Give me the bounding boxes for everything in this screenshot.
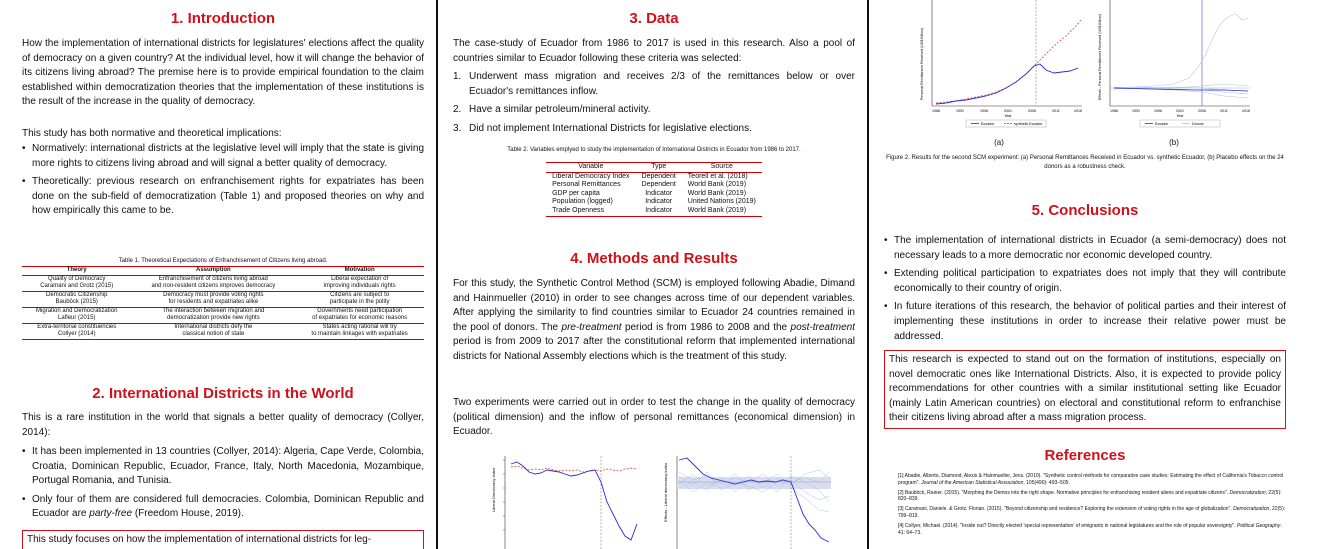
focus-box bbox=[22, 530, 424, 549]
x-tick: 1991 bbox=[956, 109, 964, 113]
cell-line: Caramani and Grotz (2015) bbox=[40, 283, 114, 289]
intro-heading: 1. Introduction bbox=[170, 10, 276, 27]
table-row bbox=[22, 291, 424, 307]
expected-box bbox=[884, 350, 1286, 429]
ref-journal: Democratization bbox=[1233, 506, 1270, 513]
item-number: 1. bbox=[453, 71, 462, 82]
ref-text: , 105(490): 493–505. bbox=[1023, 479, 1070, 486]
figure1-right bbox=[663, 452, 831, 549]
table2-caption: Table 2. Variables emplyed to study the implementation of International Districts in Ecuador from 1986 to 2017. bbox=[507, 147, 801, 153]
table-cell: Population (logged) bbox=[552, 198, 613, 206]
table-row bbox=[22, 323, 424, 339]
x-tick: 2006 bbox=[1198, 109, 1206, 113]
table-cell: World Bank (2019) bbox=[687, 181, 747, 189]
cell-line: The interaction between migration and bbox=[162, 307, 265, 314]
item-number: 3. bbox=[453, 122, 462, 134]
ref-journal: Political Geography bbox=[1236, 523, 1281, 530]
list-item bbox=[453, 122, 855, 137]
cell-line: to maintain linkages with expatriates bbox=[311, 331, 408, 337]
table2 bbox=[546, 162, 762, 217]
methods-text: For this study, the Synthetic Control Method (SCM) is employed following Abadie, Dimand and Hainmueller (2010) in order to see changes across time of our dependent variables. After applying the similarity to find countries similar to Ecuador 24 countries remained in the pool of donors. The bbox=[453, 278, 855, 333]
fig1-right-ylabel: Effects - Liberal democracy index bbox=[663, 462, 668, 522]
cell-line: Bauböck (2015) bbox=[55, 299, 98, 305]
x-tick: 1986 bbox=[932, 109, 940, 113]
table-cell: Trade Openness bbox=[552, 206, 604, 214]
ref-text: [3] Caramani, Daniele. & Grotz, Florian. (2015). "Beyond citizenship and residence? Exploring the extension of voting rights in the age of globalization". bbox=[898, 506, 1234, 513]
table-cell: United Nations (2019) bbox=[687, 198, 756, 206]
table-header: Variable bbox=[546, 163, 635, 173]
x-tick: 2016 bbox=[1074, 109, 1082, 113]
methods-heading: 4. Methods and Results bbox=[570, 250, 738, 267]
cell-line: and non-resident citizens improves democracy bbox=[151, 283, 276, 289]
cell-line: classical notion of state bbox=[182, 331, 245, 337]
subfig-b-label: (b) bbox=[1169, 138, 1179, 147]
cell-line: Citizens are subject to bbox=[330, 291, 390, 298]
cell-line: Governments need participation bbox=[317, 307, 403, 314]
methods-text: period is from 1986 to 2008 and the bbox=[621, 321, 791, 333]
x-tick: 2001 bbox=[1176, 109, 1184, 113]
cell-line: Extra-territorial constituencies bbox=[37, 323, 117, 330]
table-header: Theory bbox=[22, 267, 131, 276]
table-cell: Teorell et al. (2018) bbox=[687, 172, 748, 180]
x-tick: 2016 bbox=[1242, 109, 1250, 113]
cell-line: for residents and expatriates alike bbox=[168, 299, 259, 305]
cell-line: Democratic Citizenship bbox=[46, 291, 108, 298]
item-text: Did not implement International Districts for legislative elections. bbox=[469, 122, 752, 134]
item-number: 2. bbox=[453, 104, 462, 116]
reference-item bbox=[898, 506, 1286, 519]
column-divider bbox=[867, 0, 869, 549]
methods-emphasis: pre-treatment bbox=[561, 321, 622, 333]
x-tick: 1986 bbox=[1110, 109, 1118, 113]
table-row bbox=[22, 307, 424, 323]
list-item: • Normatively: international districts at the legislative level will imply that the state is giving more rights to citizens living abroad and will signal a better quality of democracy. bbox=[22, 142, 424, 171]
x-tick: 2001 bbox=[1004, 109, 1012, 113]
fig2-left-ylabel: Personal Remittances Received (US$ Billion) bbox=[920, 27, 924, 100]
fig2-right-ylabel: Effects - Personal Remittances Received (US$ Billion) bbox=[1098, 13, 1102, 100]
cell-line: Enfranchisement of citizens living abroad bbox=[158, 275, 268, 282]
table2-wrap bbox=[453, 162, 855, 217]
intro-bullets bbox=[22, 142, 424, 219]
cell-line: Quality of Democracy bbox=[48, 275, 106, 282]
table-header: Type bbox=[636, 163, 682, 173]
subfig-a-label: (a) bbox=[994, 138, 1004, 147]
table-header: Motivation bbox=[295, 267, 424, 276]
table-header: Source bbox=[682, 163, 762, 173]
cell-line: Migration and Democratization bbox=[36, 307, 118, 314]
ref-text: , 22(5): 820–839. bbox=[898, 489, 1282, 503]
experiments-paragraph: Two experiments were carried out in order to test the change in the quality of democracy (political dimension) and the inflow of personal remittances (economical dimension) in Ecuador. bbox=[453, 397, 855, 438]
cell-line: Collyer (2014) bbox=[57, 331, 96, 337]
references-list bbox=[898, 473, 1286, 540]
figure2-left bbox=[916, 0, 1086, 130]
x-tick: 1991 bbox=[1132, 109, 1140, 113]
table-cell: Dependent bbox=[641, 181, 676, 189]
conclusions-bullets bbox=[884, 234, 1286, 344]
bullet-emphasis: party-free bbox=[89, 508, 133, 520]
cell-line: States acting rational will try bbox=[322, 323, 397, 330]
legend-item: Ecuador bbox=[1155, 122, 1169, 126]
table-cell: GDP per capita bbox=[552, 189, 600, 197]
table-cell: Indicator bbox=[645, 189, 673, 197]
ref-journal: Democratization bbox=[1229, 489, 1266, 496]
table-cell: Liberal Democracy Index bbox=[552, 172, 630, 180]
ref-text: . 41: 64–73. bbox=[898, 523, 1282, 536]
conclusions-heading: 5. Conclusions bbox=[1031, 202, 1139, 219]
column-1 bbox=[22, 0, 424, 549]
table-row bbox=[546, 190, 762, 199]
fig2-left-xticks bbox=[932, 109, 1082, 113]
table-cell: World Bank (2019) bbox=[687, 206, 747, 214]
cell-line: of expatriates for economic reasons bbox=[312, 315, 408, 321]
table-row bbox=[546, 207, 762, 216]
list-item: • Extending political participation to expatriates does not imply that they will contribute economically to their country of origin. bbox=[884, 267, 1286, 296]
table-row bbox=[546, 198, 762, 207]
x-axis-label: Year bbox=[1176, 114, 1184, 118]
implications-paragraph: This study has both normative and theoretical implications: bbox=[22, 128, 282, 139]
column-divider bbox=[436, 0, 438, 549]
ref-text: [4] Collyer, Michael. (2014). "Inside out? Directly elected 'special representation' of emigrants in national legislatures and the role of popular sovereignty". bbox=[898, 523, 1237, 530]
x-tick: 2011 bbox=[1052, 109, 1060, 113]
cell-line: participate in the polity bbox=[329, 299, 390, 305]
table-cell: World Bank (2019) bbox=[687, 189, 747, 197]
world-bullets bbox=[22, 445, 424, 522]
reference-item bbox=[898, 490, 1286, 503]
cell-line: Liberal expectation of bbox=[331, 275, 389, 282]
list-item: • The implementation of international districts in Ecuador (a semi-democracy) does not necessary leads to a more democratic nor economic developed country. bbox=[884, 234, 1286, 263]
methods-text: period is from 2009 to 2017 after the constitutional reform that implemented international districts for National Assembly elections which is the treatment of this study. bbox=[453, 336, 855, 362]
world-paragraph: This is a rare institution in the world that signals a better quality of democracy (Collyer, 2014): bbox=[22, 412, 424, 438]
bullet-text: Only four of them are considered full democracies. Colombia, Dominican Republic and Ecuador are bbox=[32, 493, 424, 520]
bullet-text: (Freedom House, 2019). bbox=[132, 508, 244, 520]
cell-line: improving individuals rights bbox=[323, 283, 396, 289]
table-row bbox=[546, 172, 762, 181]
legend-item: Ecuador bbox=[981, 122, 995, 126]
list-item: • Theoretically: previous research on enfranchisement rights for expatriates has been done on the sub-field of democratization (Table 1) and proposed theories on why and how empirically this came to be. bbox=[22, 175, 424, 219]
data-paragraph: The case-study of Ecuador from 1986 to 2017 is used in this research. Also a pool of countries similar to Ecuador following these criteria was selected: bbox=[453, 38, 855, 64]
methods-emphasis: post-treatment bbox=[790, 321, 855, 333]
table-cell: Indicator bbox=[645, 198, 673, 206]
list-item bbox=[22, 493, 424, 522]
column-2 bbox=[453, 0, 855, 549]
table1 bbox=[22, 266, 424, 340]
reference-item bbox=[898, 523, 1286, 536]
figure2-right bbox=[1094, 0, 1254, 130]
table-row bbox=[546, 181, 762, 190]
table-row bbox=[22, 275, 424, 291]
x-tick: 1996 bbox=[980, 109, 988, 113]
ref-text: , 22(5): 799–819. bbox=[898, 506, 1286, 519]
fig1-left-ylabel: Liberal Democracy Index bbox=[491, 467, 496, 512]
list-item: • In future iterations of this research, the behavior of political parties and their interest of implementing these institutions in order to increase their relative power must be addressed. bbox=[884, 300, 1286, 344]
cell-line: Lafleur (2015) bbox=[58, 315, 96, 321]
list-item bbox=[453, 103, 855, 118]
ref-text: [1] Abadie, Alberto, Diamond, Alexis & Hainmueller, Jens. (2010). "Synthetic control methods for comparative case studies: Estimating the effect of California's Tobacco control program". bbox=[898, 473, 1284, 486]
table-cell: Dependent bbox=[641, 172, 676, 180]
x-tick: 1996 bbox=[1154, 109, 1162, 113]
methods-paragraph bbox=[453, 277, 855, 365]
expected-text: This research is expected to stand out on the formation of institutions, especially on novel democratic ones like International Districts. Also, it is expected to provide policy recommendations for other countries with a similar institutional setting like Ecuador (mainly Latin American countries) on electoral and constitutional reform to enfranchise their citizens living abroad after a mass migration process. bbox=[889, 354, 1281, 424]
ref-text: [2] Bauböck, Rainer. (2015). "Morphing the Demos into the right shape. Normative principles for enfranchising resident aliens and expatriate citizens". bbox=[898, 489, 1230, 496]
column-3 bbox=[884, 0, 1286, 549]
reference-item bbox=[898, 473, 1286, 486]
intro-paragraph: How the implementation of international districts for legislatures' elections affect the quality of democracy on a given country? At the individual level, how it will change the behavior of its citizens living abroad? The premise here is to provide empirical foundation to the claim established within democratization theories that the implementation of these institutions is the result of the increase in the quality of democracy. bbox=[22, 38, 424, 108]
figure2-caption: Figure 2. Results for the second SCM experiment: (a) Personal Remittances Received in Ecuador vs. synthetic Ecuador, (b) Placebo effects on the 24 donors as a robustness check. bbox=[886, 155, 1284, 170]
world-heading: 2. International Districts in the World bbox=[92, 385, 354, 402]
x-tick: 2011 bbox=[1220, 109, 1228, 113]
item-text: Underwent mass migration and receives 2/3 of the remittances below or over Ecuador's remittances inflow. bbox=[469, 71, 855, 97]
figure1-left bbox=[491, 452, 641, 549]
legend-item: synthetic Ecuador bbox=[1014, 122, 1043, 126]
table-header: Assumption bbox=[131, 267, 295, 276]
ref-journal: Journal of the American Statistical Association bbox=[921, 479, 1024, 486]
cell-line: Democracy must provide voting rights bbox=[163, 291, 264, 298]
data-heading: 3. Data bbox=[629, 10, 679, 27]
list-item bbox=[453, 70, 855, 99]
table-cell: Personal Remittances bbox=[552, 181, 621, 189]
table-cell: Indicator bbox=[645, 206, 673, 214]
focus-text: This study focuses on how the implementation of international districts for leg- bbox=[27, 534, 372, 545]
references-heading: References bbox=[1044, 447, 1126, 464]
cell-line: democratization provide new rights bbox=[167, 315, 260, 321]
x-tick: 2006 bbox=[1028, 109, 1036, 113]
fig2-right-xticks bbox=[1110, 109, 1250, 113]
cell-line: International districts defy the bbox=[174, 323, 253, 330]
legend-item: Donors bbox=[1192, 122, 1204, 126]
x-axis-label: Year bbox=[1004, 114, 1012, 118]
criteria-list bbox=[453, 70, 855, 136]
table1-caption: Table 1. Theoretical Expectations of Enfranchisement of Citizens living abroad. bbox=[118, 258, 328, 264]
item-text: Have a similar petroleum/mineral activity. bbox=[469, 104, 651, 116]
list-item: • It has been implemented in 13 countries (Collyer, 2014): Algeria, Cape Verde, Colombia, Croatia, Dominican Republic, Ecuador, France, Italy, North Macedonia, Mozambique, Portugal Romania, and Tunisia. bbox=[22, 445, 424, 489]
